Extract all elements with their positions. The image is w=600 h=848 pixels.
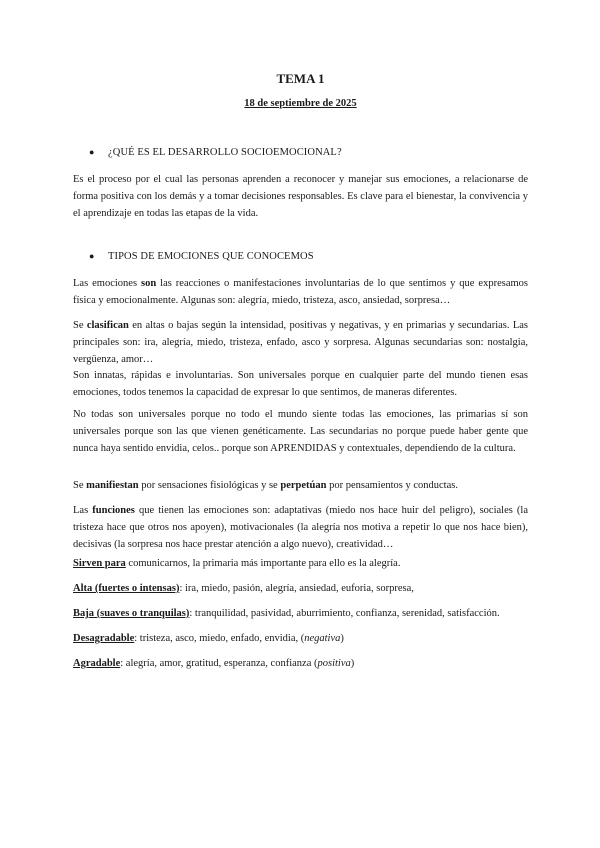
document-date: 18 de septiembre de 2025 (244, 98, 357, 109)
paragraph-funciones: Las funciones que tienen las emociones son: adaptativas (miedo nos hace huir del peligro), sociales (la tristeza hace que otros nos apoyen), motivacionales (la alegría nos motiva a repetir lo que nos hace bien), decisivas (la sorpresa nos hace prestar atención a algo nuevo), creatividad… (73, 505, 528, 550)
emphasis-text: perpetúan (280, 480, 327, 491)
paragraph-universales: No todas son universales porque no todo el mundo siente todas las emociones, las primarias sí son universales porque son las que vienen genéticamente. Las secundarias no porque puede haber gente que nunca haya sentido envidia, celos.. porque son APRENDIDAS y contextuales, dependiendo de la cultura. (73, 409, 528, 454)
paragraph-desagradable: Desagradable: tristeza, asco, miedo, enfado, envidia, (negativa) (73, 633, 344, 644)
paragraph-baja: Baja (suaves o tranquilas): tranquilidad, pasividad, aburrimiento, confianza, serenidad, satisfacción. (73, 608, 500, 619)
emphasis-text: Agradable (73, 658, 121, 669)
document-title: TEMA 1 (276, 71, 325, 86)
paragraph-emociones: Las emociones son las reacciones o manifestaciones involuntarias de lo que sentimos y que expresamos física y emocionalmente. Algunas son: alegría, miedo, tristeza, asco, ansiedad, sorpresa… (73, 278, 529, 306)
paragraph-alta: Alta (fuertes o intensas): ira, miedo, pasión, alegría, ansiedad, euforia, sorpresa, (73, 583, 414, 594)
emphasis-text: clasifican (86, 320, 129, 331)
emphasis-text: son (141, 278, 157, 289)
bullet-icon: ● (89, 147, 95, 157)
paragraph-definition: Es el proceso por el cual las personas aprenden a reconocer y manejar sus emociones, a relacionarse de forma positiva con los demás y a tomar decisiones responsables. Es clave para el bienestar, la convivencia y el aprendizaje en todas las etapas de la vida. (73, 174, 528, 219)
paragraph-innatas: Son innatas, rápidas e involuntarias. Son universales porque en cualquier parte del mundo tienen esas emociones, todos tenemos la capacidad de expresar lo que sentimos, de maneras diferentes. (73, 370, 528, 398)
emphasis-text: manifiestan (86, 480, 139, 491)
emphasis-text: funciones (92, 505, 135, 516)
emphasis-text: Alta (fuertes o intensas) (73, 583, 180, 594)
paragraph-sirven: Sirven para comunicarnos, la primaria más importante para ello es la alegría. (73, 558, 401, 569)
section-heading-text: TIPOS DE EMOCIONES QUE CONOCEMOS (108, 251, 314, 262)
section-heading-text: ¿QUÉ ES EL DESARROLLO SOCIOEMOCIONAL? (108, 147, 342, 158)
paragraph-clasifican: Se clasifican en altas o bajas según la intensidad, positivas y negativas, y en primarias y secundarias. Las principales son: ira, alegría, miedo, tristeza, enfado, asco y sorpresa. Algunas secundarias son: nostalgia, vergüenza, amor… (73, 320, 528, 365)
emphasis-text: Desagradable (73, 633, 135, 644)
emphasis-text: Sirven para (73, 558, 126, 569)
emphasis-text: Baja (suaves o tranquilas) (73, 608, 190, 619)
paragraph-agradable: Agradable: alegría, amor, gratitud, esperanza, confianza (positiva) (73, 658, 355, 669)
bullet-icon: ● (89, 251, 95, 261)
paragraph-manifiestan: Se manifiestan por sensaciones fisiológicas y se perpetúan por pensamientos y conductas. (73, 480, 458, 491)
